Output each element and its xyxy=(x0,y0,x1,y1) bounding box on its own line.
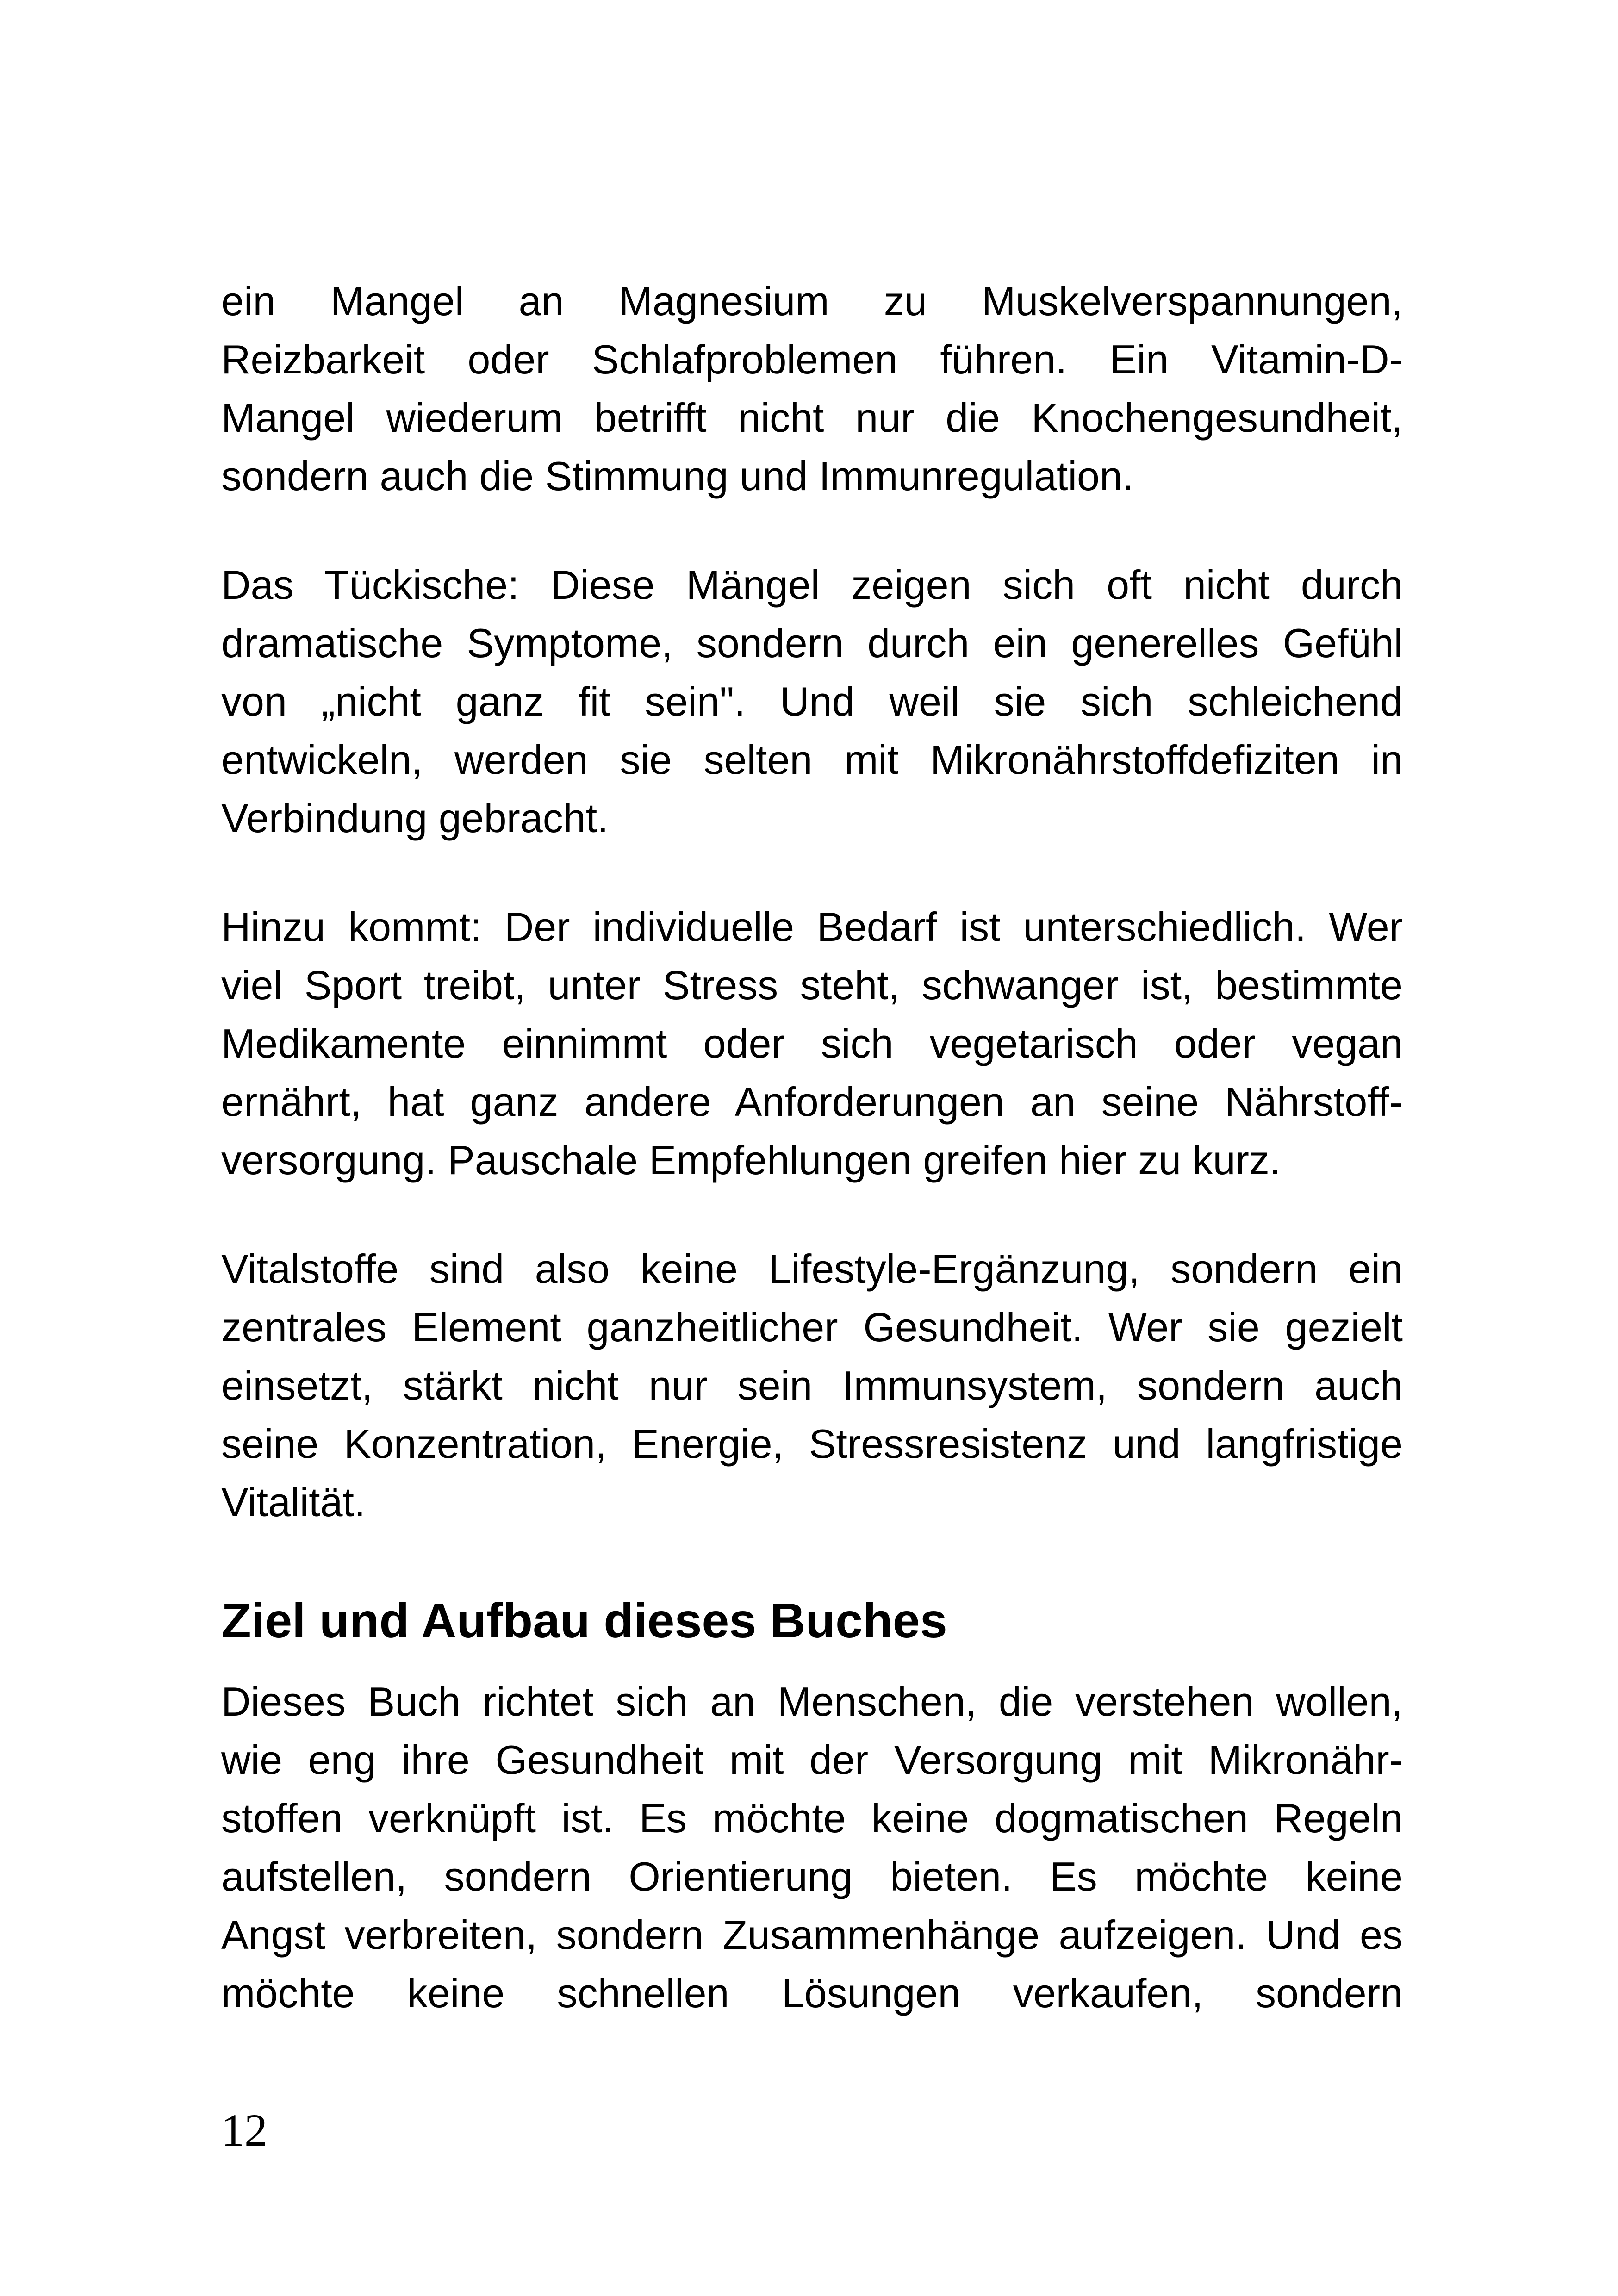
body-line: aufstellen, sondern Orientierung bieten. Es möchte keine xyxy=(221,1854,1403,1899)
body-line: möchte keine schnellen Lösungen verkaufen, sondern xyxy=(221,1970,1403,2016)
body-line: Medikamente einnimmt oder sich vegetarisch oder vegan xyxy=(221,1020,1403,1066)
body-line: Das Tückische: Diese Mängel zeigen sich oft nicht durch xyxy=(221,562,1403,608)
text-block xyxy=(221,272,1403,2073)
body-line: Angst verbreiten, sondern Zusammenhänge aufzeigen. Und es xyxy=(221,1912,1403,1958)
body-line: viel Sport treibt, unter Stress steht, schwanger ist, bestimmte xyxy=(221,962,1403,1008)
body-line: versorgung. Pauschale Empfehlungen greifen hier zu kurz. xyxy=(221,1137,1281,1183)
body-line: zentrales Element ganzheitlicher Gesundheit. Wer sie gezielt xyxy=(221,1304,1403,1350)
paragraph xyxy=(221,1673,1403,2022)
body-line: seine Konzentration, Energie, Stressresistenz und langfristige xyxy=(221,1421,1403,1467)
body-line: einsetzt, stärkt nicht nur sein Immunsystem, sondern auch xyxy=(221,1363,1403,1408)
body-line: Dieses Buch richtet sich an Menschen, die verstehen wollen, xyxy=(221,1679,1403,1724)
body-line: stoffen verknüpft ist. Es möchte keine dogmatischen Regeln xyxy=(221,1795,1403,1841)
body-line: dramatische Symptome, sondern durch ein generelles Gefühl xyxy=(221,620,1403,666)
body-line: wie eng ihre Gesundheit mit der Versorgung mit Mikronähr- xyxy=(221,1737,1403,1783)
body-line: sondern auch die Stimmung und Immunregulation. xyxy=(221,453,1134,499)
paragraph xyxy=(221,898,1403,1189)
body-line: von „nicht ganz fit sein". Und weil sie sich schleichend xyxy=(221,678,1403,724)
paragraph xyxy=(221,556,1403,847)
body-line: entwickeln, werden sie selten mit Mikronährstoffdefiziten in xyxy=(221,737,1403,783)
body-line: Hinzu kommt: Der individuelle Bedarf ist unterschiedlich. Wer xyxy=(221,904,1403,950)
body-line: Verbindung gebracht. xyxy=(221,795,609,841)
section-heading: Ziel und Aufbau dieses Buches xyxy=(221,1593,947,1648)
body-line: Reizbarkeit oder Schlafproblemen führen. Ein Vitamin-D- xyxy=(221,336,1403,382)
body-line: Mangel wiederum betrifft nicht nur die Knochengesundheit, xyxy=(221,395,1403,441)
page-number: 12 xyxy=(221,2104,268,2156)
paragraph xyxy=(221,1240,1403,1531)
body-line: Vitalität. xyxy=(221,1479,366,1525)
body-line: Vitalstoffe sind also keine Lifestyle-Ergänzung, sondern ein xyxy=(221,1246,1403,1292)
body-line: ein Mangel an Magnesium zu Muskelverspannungen, xyxy=(221,278,1403,324)
body-line: ernährt, hat ganz andere Anforderungen an seine Nährstoff- xyxy=(221,1079,1403,1125)
paragraph xyxy=(221,272,1403,505)
